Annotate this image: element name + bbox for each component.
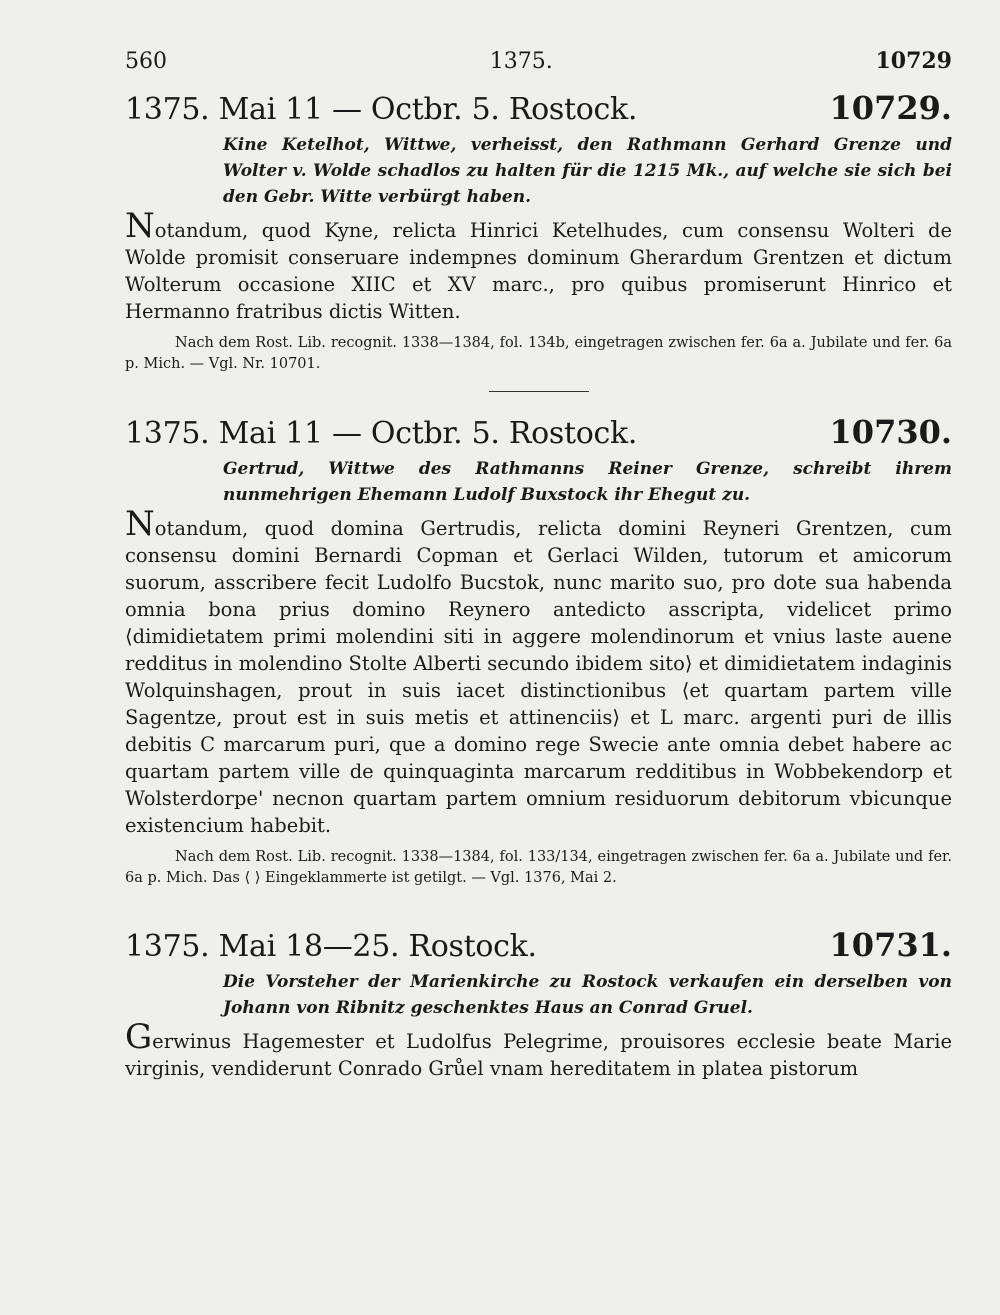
entry-text-body: otandum, quod Kyne, relicta Hinrici Ketelhudes, cum consensu Wolteri de Wolde promisit conseruare indempnes dominum Gherardum Grentzen et dictum Wolterum occasione XIIC et XV marc., pro quibus promiserunt Hinrico et Hermanno fratribus dictis Witten. (125, 219, 952, 323)
entry-heading (125, 414, 952, 452)
entry-10731 (125, 927, 952, 1082)
entry-10730 (125, 414, 952, 889)
entry-date: 1375. Mai 18—25. Rostock. (125, 929, 537, 964)
entry-number: 10730. (829, 413, 952, 451)
initial-letter: N (125, 206, 155, 246)
entry-summary: Die Vorsteher der Marienkirche zu Rostock verkaufen ein derselben von Johann von Ribnitz geschenktes Haus an Conrad Gruel. (223, 972, 952, 1018)
entry-text-body: otandum, quod domina Gertrudis, relicta domini Reyneri Grentzen, cum consensu domini Bernardi Copman et Gerlaci Wilden, tutorum et amicorum suorum, asscribere fecit Ludolfo Bucstok, nunc marito suo, pro dote sua habenda omnia bona prius domino Reynero antedicto asscripta, videlicet primo ⟨dimidietatem primi molendini siti in aggere molendinorum et vnius laste auene redditus in molendino Stolte Alberti secundo ibidem sito⟩ et dimidietatem indaginis Wolquinshagen, prout in suis iacet distinctionibus ⟨et quartam partem ville Sagentze, prout est in suis metis et attinenciis⟩ et L marc. argenti puri de illis debitis C marcarum puri, que a domino rege Swecie ante omnia debet habere ac quartam partem ville de quinquaginta marcarum redditibus in Wobbekendorp et Wolsterdorpe' necnon quartam partem omnium residuorum debitorum vbicunque existencium habebit. (125, 517, 952, 837)
running-head (125, 48, 952, 82)
initial-letter: G (125, 1017, 153, 1057)
entry-date: 1375. Mai 11 — Octbr. 5. Rostock. (125, 416, 638, 451)
entry-number: 10729. (829, 89, 952, 127)
page-number: 560 (125, 49, 167, 74)
entry-text-body: erwinus Hagemester et Ludolfus Pelegrime, prouisores ecclesie beate Marie virginis, vendiderunt Conrado Grůel vnam hereditatem in platea pistorum (125, 1030, 952, 1080)
entry-heading (125, 927, 952, 965)
entry-text (125, 1017, 952, 1082)
entry-note: Nach dem Rost. Lib. recognit. 1338—1384, fol. 134b, eingetragen zwischen fer. 6a a. Jubilate und fer. 6a p. Mich. — Vgl. Nr. 10701. (125, 335, 952, 372)
document-page (125, 48, 952, 1082)
entry-summary: Gertrud, Wittwe des Rathmanns Reiner Grenze, schreibt ihrem nunmehrigen Ehemann Ludolf Buxstock ihr Ehegut zu. (223, 459, 952, 505)
running-year: 1375. (489, 49, 553, 74)
entry-text (125, 504, 952, 839)
entry-heading (125, 90, 952, 128)
entry-number: 10731. (829, 926, 952, 964)
entry-date: 1375. Mai 11 — Octbr. 5. Rostock. (125, 92, 638, 127)
entry-note: Nach dem Rost. Lib. recognit. 1338—1384, fol. 133/134, eingetragen zwischen fer. 6a a. Jubilate und fer. 6a p. Mich. Das ⟨ ⟩ Eingeklammerte ist getilgt. — Vgl. 1376, Mai 2. (125, 849, 952, 886)
running-entry-number: 10729 (875, 48, 952, 74)
entry-summary: Kine Ketelhot, Wittwe, verheisst, den Rathmann Gerhard Grenze und Wolter v. Wolde schadlos zu halten für die 1215 Mk., auf welche sie sich bei den Gebr. Witte verbürgt haben. (223, 135, 952, 207)
separator-rule (489, 391, 589, 392)
entry-gap (125, 889, 952, 927)
initial-letter: N (125, 504, 155, 544)
entry-text (125, 206, 952, 325)
entry-10729 (125, 90, 952, 375)
